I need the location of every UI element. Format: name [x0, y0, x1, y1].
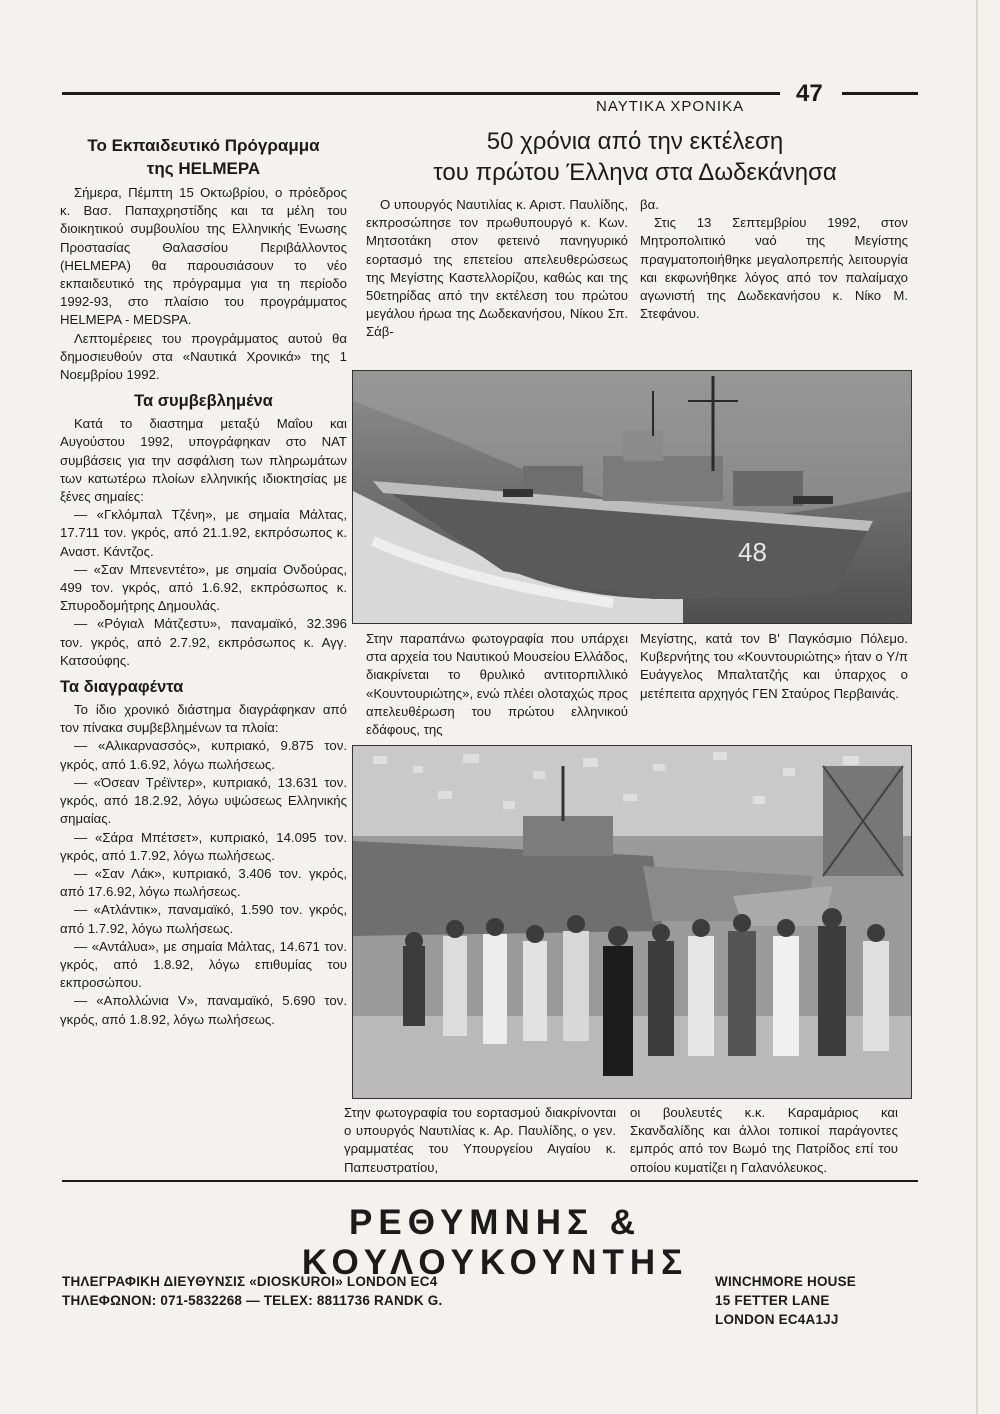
ceremony-illustration — [353, 746, 911, 1098]
deleted-item: — «Αλικαρνασσός», κυπριακό, 9.875 τον. γκρός, από 1.6.92, λόγω πωλήσεως. — [60, 738, 347, 772]
intro-col-2 — [640, 196, 908, 323]
ceremony-caption-col-1: Στην φωτογραφία του εορτασμού διακρίνονται ο υπουργός Ναυτιλίας κ. Αρ. Παυλίδης, ο γεν. γραμματέας του Υπουργείου Αιγαίου κ. Παπευστρατίου, — [344, 1105, 616, 1175]
deleted-item: — «Αντάλυα», με σημαία Μάλτας, 14.671 τον. γκρός, από 1.8.92, λόγω επιθυμίας του εκπροσώπου. — [60, 938, 347, 991]
ceremony-photo — [352, 745, 912, 1099]
article-title-line-2: της HELMEPA — [146, 159, 261, 178]
contracted-item: — «Σαν Μπενεντέτο», με σημαία Ονδούρας, 499 τον. γκρός, από 1.6.92, εκπρόσωπος κ. Σπυροδομήτρης Δημουλάς. — [60, 561, 347, 614]
intro-text-col-2a: βα. — [640, 197, 659, 212]
address-line-2: 15 FETTER LANE — [715, 1293, 830, 1308]
headline-line-1: 50 χρόνια από την εκτέλεση — [486, 128, 784, 155]
ship-illustration — [353, 371, 911, 623]
header-rule-right — [842, 92, 918, 95]
ship-caption-col-2: Μεγίστης, κατά τον Β' Παγκόσμιο Πόλεμο. Κυβερνήτης του «Κουντουριώτης» ήταν ο Υ/π Ευάγγελος Μπαλτατζής και ύπαρχος ο μετέπειτα αρχηγός ΓΕΝ Σταύρος Περβαινάς. — [640, 631, 908, 701]
address-line-1: WINCHMORE HOUSE — [715, 1274, 856, 1289]
helmepa-paragraph-1: Σήμερα, Πέμπτη 15 Οκτωβρίου, ο πρόεδρος κ. Βασ. Παπαχρηστίδης και τα μέλη του διοικητικού συμβουλίου της Ελληνικής Ένωσης Προστασίας Θαλασσίου Περιβάλλοντος (HELMEPA) θα παρουσιάσουν το νέο εκπαιδευτικό της πρόγραμμα για τη περίοδο 1992-93, στο πλαίσιο του προγράμματος HELMEPA - MEDSPA. — [60, 185, 347, 328]
contracted-intro: Κατά το διαστημα μεταξύ Μαΐου και Αυγούστου 1992, υπογράφηκαν στο ΝΑΤ συμβάσεις για την ασφάλιση των πληρωμάτων των κατωτέρω πλοίων ελληνικής ιδιοκτησίας με ξένες σημαίες: — [60, 416, 347, 505]
advert-contact — [62, 1272, 582, 1310]
deleted-item: — «Ατλάντικ», παναμαϊκό, 1.590 τον. γκρός, από 1.7.92, λόγω πωλήσεως. — [60, 902, 347, 936]
contracted-item: — «Γκλόμπαλ Τζένη», με σημαία Μάλτας, 17.711 τον. γκρός, από 21.1.92, εκπρόσωπος κ. Αναστ. Κάντζος. — [60, 507, 347, 559]
contracted-item: — «Ρόγιαλ Μάτζεστυ», παναμαϊκό, 32.396 τον. γκρός, από 2.7.92, εκπρόσωπος κ. Αγγ. Κατσούφης. — [60, 616, 347, 668]
deleted-intro: Το ίδιο χρονικό διάστημα διαγράφηκαν από τον πίνακα συμβεβλημένων τα πλοία: — [60, 702, 347, 736]
telegraphic-address: ΤΗΛΕΓΡΑΦΙΚΗ ΔΙΕΥΘΥΝΣΙΣ «DIOSKUROI» LONDON EC4 — [62, 1274, 438, 1289]
subheading-deleted: Τα διαγραφέντα — [60, 678, 184, 697]
left-column — [60, 136, 347, 1029]
section-title: ΝΑΥΤΙΚΑ ΧΡΟΝΙΚΑ — [596, 98, 745, 115]
bottom-rule — [62, 1180, 918, 1182]
deleted-item: — «Όσεαν Τρέϊντερ», κυπριακό, 13.631 τον. γκρός, από 18.2.92, λόγω υψώσεως Ελληνικής σημαίας. — [60, 774, 347, 827]
helmepa-paragraph-2: Λεπτομέρειες του προγράμματος αυτού θα δημοσιευθούν στα «Ναυτικά Χρονικά» της 1 Νοεμβρίου 1992. — [60, 330, 347, 383]
hull-number: 48 — [738, 537, 767, 567]
deleted-item: — «Σαν Λάκ», κυπριακό, 3.406 τον. γκρός, από 17.6.92, λόγω πωλήσεως. — [60, 865, 347, 900]
company-banner: ΡΕΘΥΜΝΗΣ & ΚΟΥΛΟΥΚΟΥΝΤΗΣ — [301, 1203, 689, 1282]
intro-text-col-2b: Στις 13 Σεπτεμβρίου 1992, στον Μητροπολιτικό ναό της Μεγίστης πραγματοποιήθηκε μεγαλοπρεπής λειτουργία και εκφωνήθηκε λόγος από τον παλαίμαχο αγωνιστή της Δωδεκανήσου κ. Νίκο Μ. Στεφάνου. — [640, 215, 908, 322]
deleted-item: — «Απολλώνια V», παναμαϊκό, 5.690 τον. γκρός, από 1.8.92, λόγω πωλήσεως. — [60, 993, 347, 1027]
subheading-contracted: Τα συμβεβλημένα — [134, 392, 273, 411]
page-edge — [976, 0, 978, 1414]
advert-address — [715, 1272, 915, 1329]
phone-telex: ΤΗΛΕΦΩΝΟΝ: 071-5832268 — TELEX: 8811736 RANDK G. — [62, 1293, 443, 1308]
page-number: 47 — [796, 80, 823, 107]
ship-caption-col-1: Στην παραπάνω φωτογραφία που υπάρχει στα αρχεία του Ναυτικού Μουσείου Ελλάδος, διακρίνεται το θρυλικό αντιτορπιλλικό «Κουντουριώτης», ενώ πλέει ολοταχώς προς απελευθέρωση του πρώτου ελληνικού εδάφους, της — [366, 631, 628, 738]
intro-text-col-1: Ο υπουργός Ναυτιλίας κ. Αριστ. Παυλίδης, εκπροσώπησε τον πρωθυπουργό κ. Κων. Μητσοτάκη στον φετεινό πανηγυρικό εορτασμό της επετείου απελευθερώσεως της Μεγίστης Καστελλορίζου, καθώς και της 50ετηρίδας από την εκτέλεση του πρώτου μεγάλου ήρωα της Δωδεκανήσου, Νίκου Σπ. Σάβ- — [366, 197, 628, 340]
address-line-3: LONDON EC4A1JJ — [715, 1312, 839, 1327]
header-rule-left — [62, 92, 780, 95]
article-title-line-1: Το Εκπαιδευτικό Πρόγραμμα — [87, 136, 320, 155]
destroyer-photo — [352, 370, 912, 624]
headline-line-2: του πρώτου Έλληνα στα Δωδεκάνησα — [433, 159, 837, 186]
ceremony-caption-col-2: οι βουλευτές κ.κ. Καραμάριος και Σκανδαλίδης και άλλοι τοπικοί παράγοντες εμπρός από τον Βωμό της Πατρίδος επί του οποίου κυματίζει η Γαλανόλευκος. — [630, 1105, 898, 1175]
deleted-item: — «Σάρα Μπέτσετ», κυπριακό, 14.095 τον. γκρός, από 1.7.92, λόγω πωλήσεως. — [60, 829, 347, 863]
